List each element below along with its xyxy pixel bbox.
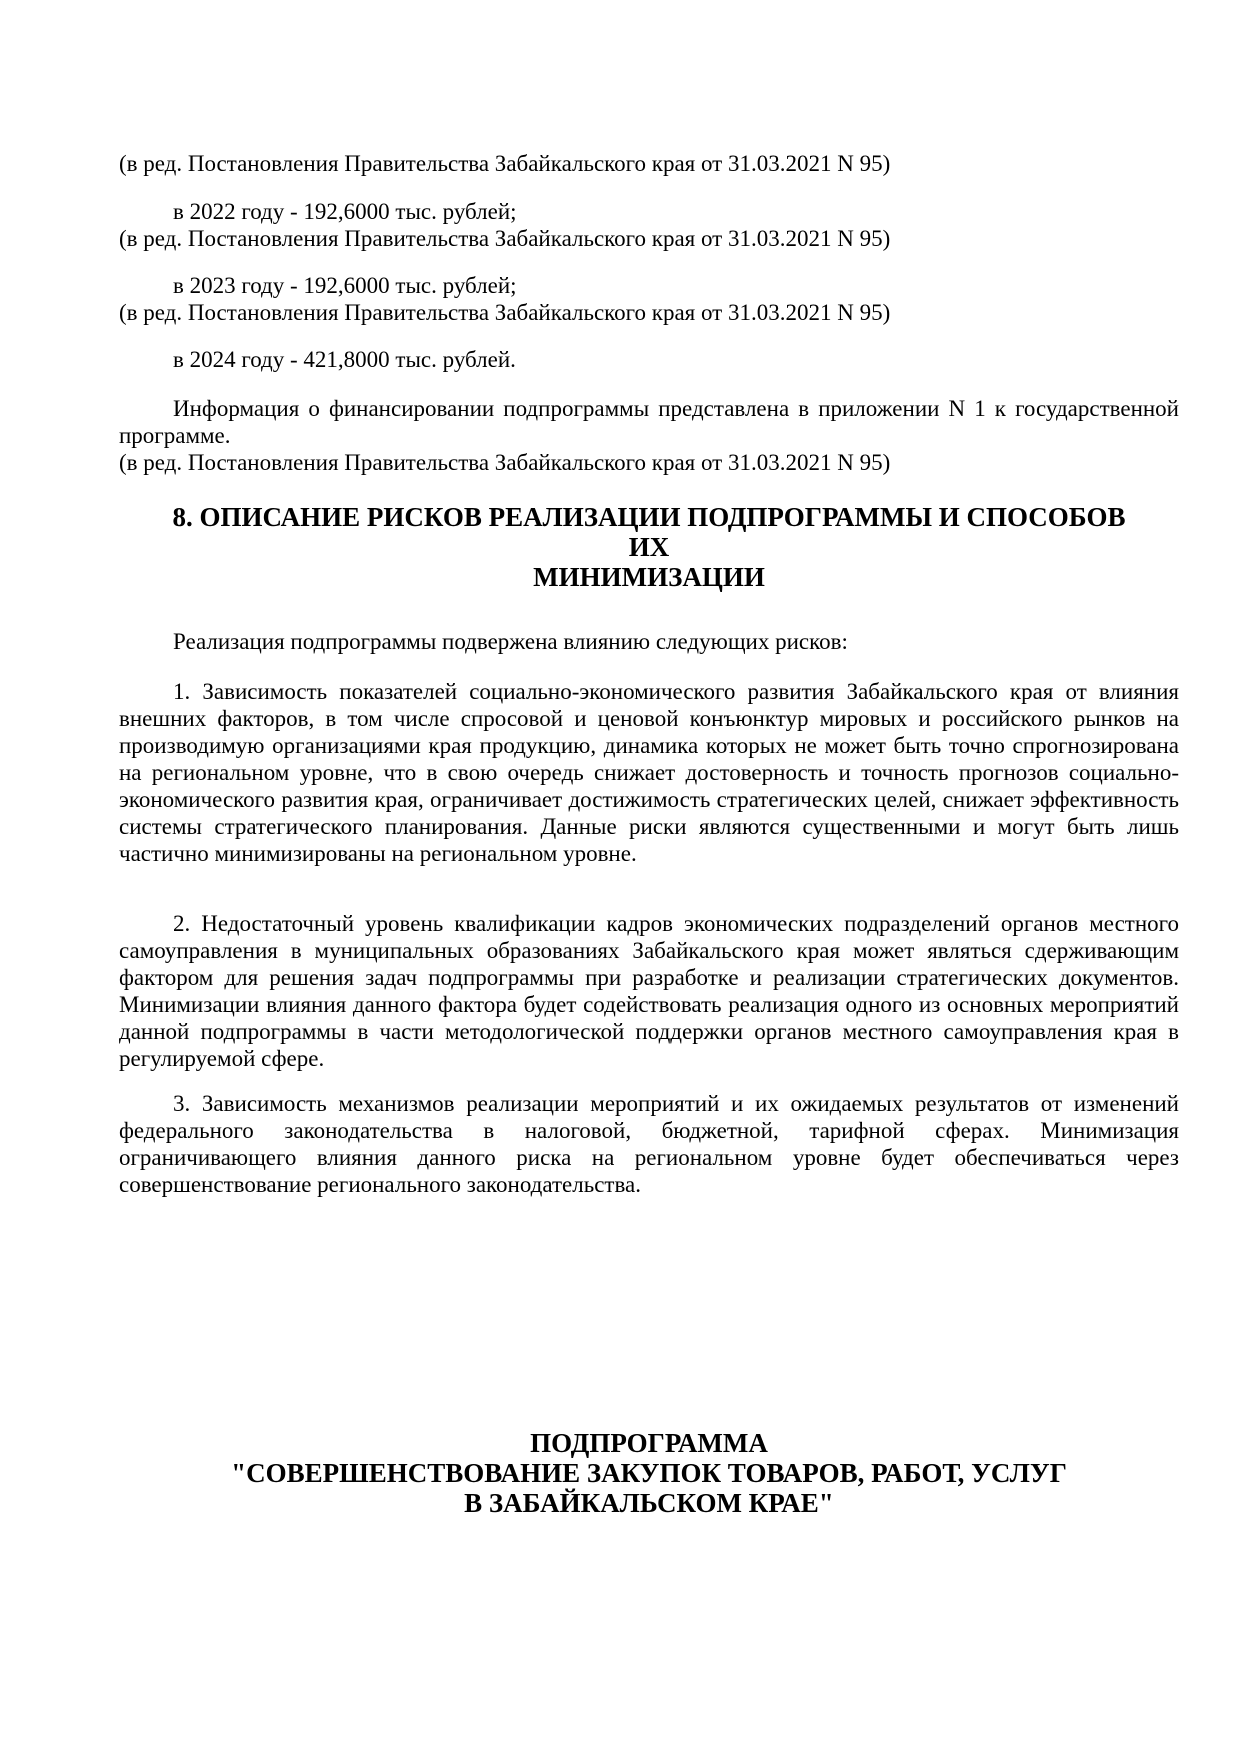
section-heading-line: ИХ bbox=[628, 532, 670, 562]
subprogram-heading-line: ПОДПРОГРАММА bbox=[530, 1428, 768, 1458]
risk-paragraph-3: 3. Зависимость механизмов реализации мероприятий и их ожидаемых результатов от изменений федерального законодательства в налоговой, бюджетной, тарифной сферах. Минимизация ограничивающего влияния данного риска на региональном уровне будет обеспечиваться через совершенствование регионального законодательства. bbox=[119, 1091, 1179, 1197]
section-heading-line: МИНИМИЗАЦИИ bbox=[533, 562, 765, 592]
subprogram-heading-line: В ЗАБАЙКАЛЬСКОМ КРАЕ" bbox=[464, 1488, 834, 1518]
subprogram-heading-line: "СОВЕРШЕНСТВОВАНИЕ ЗАКУПОК ТОВАРОВ, РАБОТ, УСЛУГ bbox=[231, 1458, 1067, 1488]
amendment-note: (в ред. Постановления Правительства Забайкальского края от 31.03.2021 N 95) bbox=[119, 226, 891, 251]
risks-intro: Реализация подпрограммы подвержена влиянию следующих рисков: bbox=[173, 629, 848, 654]
amendment-note: (в ред. Постановления Правительства Забайкальского края от 31.03.2021 N 95) bbox=[119, 300, 891, 325]
financing-info-paragraph: Информация о финансировании подпрограммы представлена в приложении N 1 к государственной программе. bbox=[119, 396, 1179, 448]
funding-2024: в 2024 году - 421,8000 тыс. рублей. bbox=[173, 347, 516, 372]
subprogram-heading bbox=[119, 1428, 1179, 1518]
funding-2023: в 2023 году - 192,6000 тыс. рублей; bbox=[173, 273, 517, 298]
section-8-heading bbox=[119, 502, 1179, 592]
risk-paragraph-2: 2. Недостаточный уровень квалификации кадров экономических подразделений органов местного самоуправления в муниципальных образованиях Забайкальского края может являться сдерживающим фактором для решения задач подпрограммы при разработке и реализации стратегических документов. Минимизации влияния данного фактора будет содействовать реализация одного из основных мероприятий данной подпрограммы в части методологической поддержки органов местного самоуправления края в регулируемой сфере. bbox=[119, 911, 1179, 1071]
amendment-note: (в ред. Постановления Правительства Забайкальского края от 31.03.2021 N 95) bbox=[119, 151, 891, 176]
section-heading-line: 8. ОПИСАНИЕ РИСКОВ РЕАЛИЗАЦИИ ПОДПРОГРАММЫ И СПОСОБОВ bbox=[172, 502, 1126, 532]
amendment-note: (в ред. Постановления Правительства Забайкальского края от 31.03.2021 N 95) bbox=[119, 450, 891, 475]
risk-paragraph-1: 1. Зависимость показателей социально-экономического развития Забайкальского края от влияния внешних факторов, в том числе спросовой и ценовой конъюнктур мировых и российского рынков на производимую организациями края продукцию, динамика которых не может быть точно спрогнозирована на региональном уровне, что в свою очередь снижает достоверность и точность прогнозов социально-экономического развития края, ограничивает достижимость стратегических целей, снижает эффективность системы стратегического планирования. Данные риски являются существенными и могут быть лишь частично минимизированы на региональном уровне. bbox=[119, 679, 1179, 866]
funding-2022: в 2022 году - 192,6000 тыс. рублей; bbox=[173, 199, 517, 224]
